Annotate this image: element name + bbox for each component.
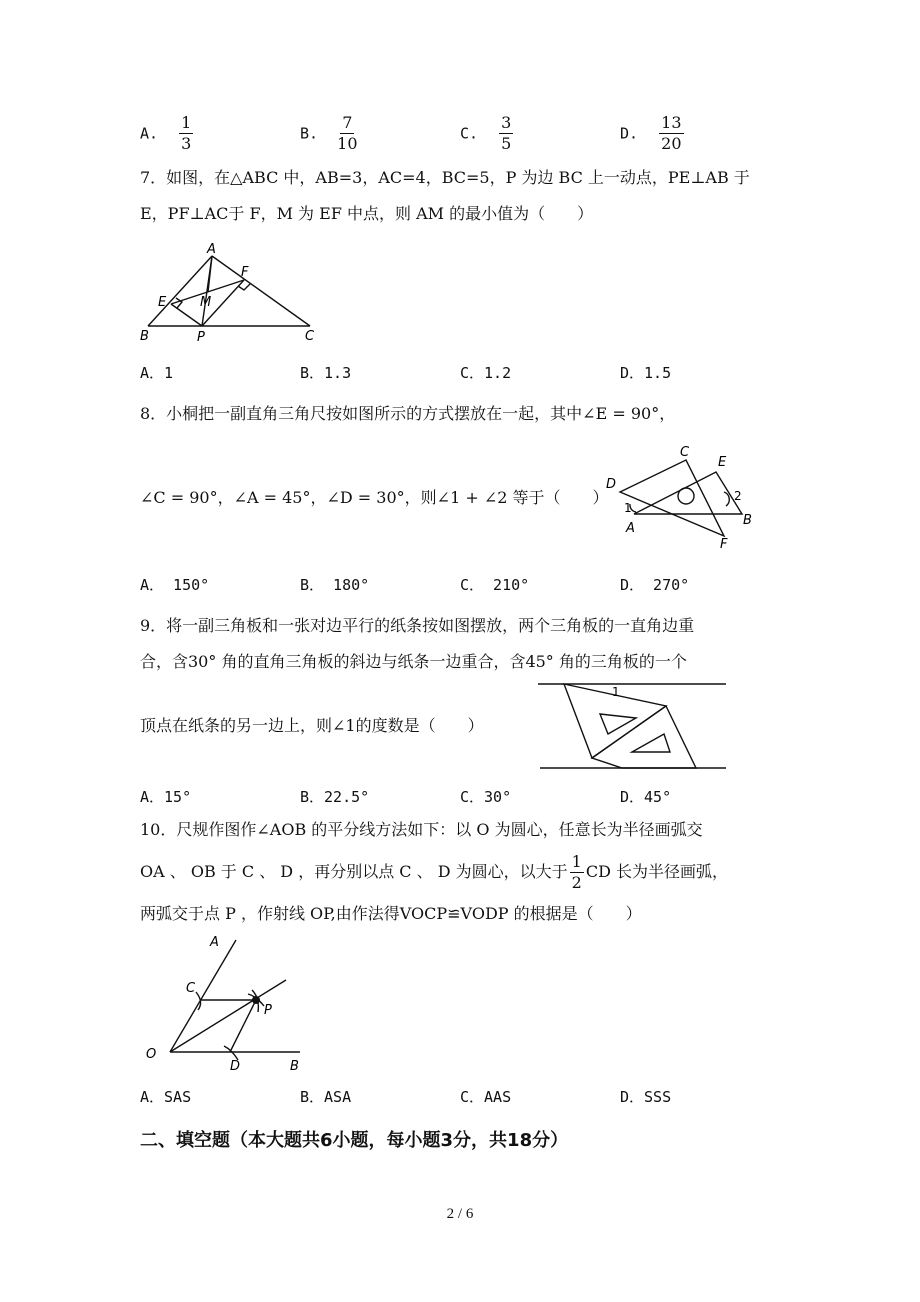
right-angle-mark-e (176, 298, 182, 308)
option-fraction (499, 114, 513, 153)
q7-option-c: C．1.2 (460, 364, 512, 382)
label-p: P (197, 330, 205, 345)
fraction-denominator: 5 (501, 134, 512, 153)
ray-oa (170, 940, 236, 1052)
q10-stem-line1: 10．尺规作图作∠AOB 的平分线方法如下：以 O 为圆心，任意长为半径画弧交 (140, 820, 703, 839)
q10-option-d: D．SSS (620, 1088, 672, 1106)
q9-figure (536, 676, 732, 772)
q8-option-b: B． 180° (300, 576, 370, 594)
label-a: A (207, 242, 216, 257)
q9-option-b: B．22.5° (300, 788, 370, 806)
segment-pe (171, 304, 202, 326)
fraction-denominator: 2 (571, 872, 582, 892)
q6-option-d (620, 114, 684, 153)
q7-option-a: A．1 (140, 364, 174, 382)
option-fraction (659, 114, 683, 153)
section-heading-fill-in: 二、填空题（本大题共6小题，每小题3分，共18分） (140, 1130, 569, 1151)
label-d: D (606, 477, 617, 492)
label-c: C (305, 329, 315, 344)
q7-figure (138, 238, 328, 346)
q8-stem-line2: ∠C = 90°，∠A = 45°，∠D = 30°，则∠1 + ∠2 等于（ ） (140, 488, 609, 507)
label-p: P (264, 1003, 272, 1018)
label-d: D (230, 1059, 241, 1074)
q6-option-b (300, 114, 358, 153)
q6-options (140, 114, 780, 160)
fraction-numerator: 13 (661, 113, 682, 132)
label-f: F (241, 265, 249, 280)
q9-stem-line3: 顶点在纸条的另一边上，则∠1的度数是（ ） (140, 716, 484, 735)
q10-figure (140, 932, 316, 1074)
q8-option-d: D． 270° (620, 576, 690, 594)
q10-stem-line2 (140, 850, 728, 894)
option-fraction (337, 114, 357, 153)
q10-option-a: A．SAS (140, 1088, 192, 1106)
label-a: A (210, 935, 219, 950)
label-1: 1 (612, 685, 620, 699)
q9-option-d: D．45° (620, 788, 672, 806)
page-number: 2 / 6 (446, 1206, 474, 1222)
label-a: A (626, 521, 635, 536)
q10-fraction-half (570, 853, 584, 892)
fraction-numerator: 1 (181, 113, 192, 132)
label-b: B (140, 329, 149, 344)
q9-option-c: C．30° (460, 788, 512, 806)
segment-ac (212, 256, 310, 326)
option-label: C. (460, 124, 479, 143)
fraction-numerator: 1 (571, 851, 582, 871)
q10-option-c: C．AAS (460, 1088, 512, 1106)
label-o: O (146, 1047, 157, 1062)
q7-option-d: D．1.5 (620, 364, 672, 382)
option-label: D. (620, 124, 639, 143)
fraction-denominator: 10 (337, 134, 358, 153)
label-e: E (718, 455, 727, 470)
arc-d (224, 1046, 238, 1060)
fraction-numerator: 3 (501, 113, 512, 132)
inner-circle (678, 488, 694, 504)
option-label: A. (140, 124, 159, 143)
segment-am (208, 256, 212, 292)
q8-option-c: C． 210° (460, 576, 530, 594)
label-b: B (743, 513, 752, 528)
q8-figure (600, 440, 760, 552)
option-label: B. (300, 124, 319, 143)
label-1: 1 (624, 501, 632, 515)
label-e: E (158, 295, 167, 310)
point-p (252, 996, 260, 1004)
q7-option-b: B．1.3 (300, 364, 352, 382)
angle-mark-2 (724, 492, 729, 506)
label-2: 2 (734, 489, 742, 503)
q7-stem-line2: E，PF⊥AC于 F，M 为 EF 中点，则 AM 的最小值为（ ） (140, 204, 594, 223)
label-f: F (720, 537, 728, 552)
fraction-denominator: 3 (181, 134, 192, 153)
segment-dp (230, 1000, 256, 1052)
q9-option-a: A．15° (140, 788, 192, 806)
option-fraction (179, 114, 193, 153)
q6-option-c (460, 114, 513, 153)
label-b: B (290, 1059, 299, 1074)
q10-option-b: B．ASA (300, 1088, 352, 1106)
q8-stem-line1: 8．小桐把一副直角三角尺按如图所示的方式摆放在一起，其中∠E = 90°， (140, 404, 676, 423)
q8-option-a: A． 150° (140, 576, 210, 594)
q7-stem-line1: 7．如图，在△ABC 中，AB=3，AC=4，BC=5，P 为边 BC 上一动点，PE⊥AB 于 (140, 168, 750, 187)
q6-option-a (140, 114, 193, 153)
triangle-dcf (620, 460, 724, 536)
label-c: C (680, 445, 690, 460)
q9-stem-line1: 9．将一副三角板和一张对边平行的纸条按如图摆放，两个三角板的一直角边重 (140, 616, 695, 635)
triangle-45-inner (632, 734, 670, 752)
q10-stem-line3: 两弧交于点 P ，作射线 OP,由作法得VOCP≌VODP 的根据是（ ） (140, 904, 642, 923)
fraction-denominator: 20 (661, 134, 682, 153)
label-c: C (186, 981, 196, 996)
q10-line2-part-a: OA 、 OB 于 C 、 D ，再分别以点 C 、 D 为圆心，以大于 (140, 862, 568, 881)
fraction-numerator: 7 (342, 113, 353, 132)
q10-line2-part-b: CD 长为半径画弧， (585, 862, 728, 881)
label-m: M (200, 295, 212, 310)
segment-ab (148, 256, 212, 326)
q9-stem-line2: 合，含30° 角的直角三角板的斜边与纸条一边重合，含45° 角的三角板的一个 (140, 652, 687, 671)
